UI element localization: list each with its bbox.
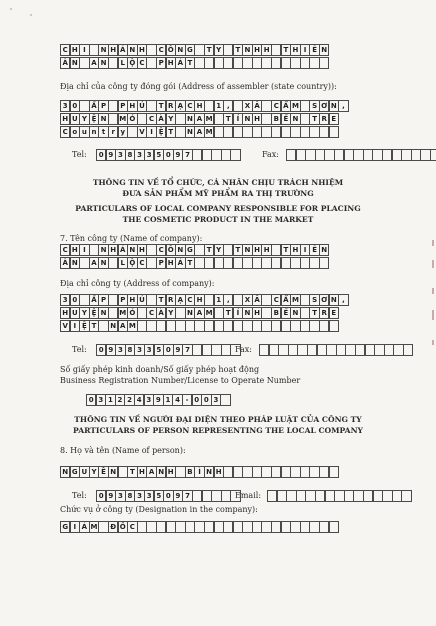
char-cell: E <box>329 307 339 319</box>
char-cell: , <box>338 100 348 112</box>
char-cell: Ệ <box>89 113 99 125</box>
char-cell: N <box>98 257 108 269</box>
char-cell: L <box>118 257 128 269</box>
char-cell: , <box>223 100 233 112</box>
char-cell: H <box>108 244 118 256</box>
char-cell: 5 <box>154 490 164 502</box>
char-cell: 9 <box>106 149 116 161</box>
person-email-label: Email: <box>235 491 262 500</box>
char-cell: M <box>205 309 213 317</box>
company-address-row-2 <box>60 307 338 319</box>
char-cell: T <box>281 44 291 56</box>
char-cell: N <box>127 244 137 256</box>
char-cell: E <box>329 113 339 125</box>
char-cell: B <box>185 466 195 478</box>
company-tel-label: Tel: <box>72 345 87 354</box>
char-cell: G <box>185 244 195 256</box>
char-cell: X <box>242 294 252 306</box>
char-cell: 3 <box>211 394 221 406</box>
char-cell: C <box>271 294 281 306</box>
char-cell: Ơ <box>319 100 329 112</box>
char-cell: N <box>98 57 108 69</box>
company-name-row-1 <box>60 244 329 256</box>
char-cell: N <box>185 113 195 125</box>
char-cell: T <box>223 307 233 319</box>
char-cell: T <box>156 294 166 306</box>
char-cell <box>230 149 240 161</box>
char-cell: 9 <box>173 344 183 356</box>
char-cell: 0 <box>96 490 106 502</box>
char-cell: Y <box>214 244 224 256</box>
char-cell <box>319 257 329 269</box>
char-cell: H <box>252 113 262 125</box>
char-cell: P <box>98 294 108 306</box>
char-cell: Ú <box>137 100 147 112</box>
char-cell: N <box>98 113 108 125</box>
char-cell <box>319 57 329 69</box>
char-cell: Ỉ <box>233 307 243 319</box>
char-cell: T <box>309 113 319 125</box>
char-cell: N <box>127 44 137 56</box>
char-cell: 9 <box>173 149 183 161</box>
char-cell: 5 <box>154 344 164 356</box>
char-cell: 4 <box>134 394 144 406</box>
char-cell: Ấ <box>89 294 99 306</box>
char-cell: t <box>98 126 108 138</box>
char-cell: H <box>290 44 300 56</box>
char-cell: M <box>291 102 299 110</box>
char-cell <box>329 466 339 478</box>
char-cell: 0 <box>163 344 173 356</box>
char-cell: C <box>60 44 70 56</box>
char-cell: X <box>242 100 252 112</box>
assembler-address-label: Địa chỉ của công ty đóng gói (Address of assembler (state country)): <box>60 82 337 91</box>
person-email-field <box>267 490 411 502</box>
char-cell: N <box>290 307 300 319</box>
char-cell: 1 <box>105 394 115 406</box>
char-cell: 1 <box>163 394 173 406</box>
char-cell: Á <box>175 257 185 269</box>
char-cell: P <box>98 100 108 112</box>
char-cell: 8 <box>125 344 135 356</box>
assembler-address-row-1 <box>60 100 348 112</box>
char-cell: N <box>290 113 300 125</box>
char-cell: I <box>300 244 310 256</box>
char-cell: Ì <box>194 466 204 478</box>
char-cell: H <box>252 44 262 56</box>
char-cell: H <box>137 244 147 256</box>
char-cell: Ơ <box>319 294 329 306</box>
company-name-row-2 <box>60 257 329 269</box>
char-cell: N <box>319 44 329 56</box>
char-cell: Ế <box>281 113 291 125</box>
char-cell: N <box>175 244 185 256</box>
person-name-label: 8. Họ và tên (Name of person): <box>60 446 186 455</box>
char-cell: N <box>70 257 80 269</box>
char-cell: u <box>79 126 89 138</box>
char-cell <box>401 490 411 502</box>
char-cell: R <box>319 307 329 319</box>
char-cell: Ễ <box>98 466 108 478</box>
char-cell: U <box>70 113 80 125</box>
char-cell: C <box>146 307 156 319</box>
char-cell: Á <box>175 57 185 69</box>
char-cell: I <box>79 44 89 56</box>
char-cell: Ệ <box>89 307 99 319</box>
char-cell: A <box>146 466 156 478</box>
char-cell: P <box>156 57 166 69</box>
char-cell: H <box>166 257 176 269</box>
char-cell: C <box>156 244 166 256</box>
char-cell: V <box>60 320 70 332</box>
company-address-label: Địa chỉ công ty (Address of company): <box>60 279 215 288</box>
char-cell: Y <box>214 44 224 56</box>
char-cell: Ẩ <box>281 294 291 306</box>
char-cell: , <box>338 294 348 306</box>
company-tel-field <box>96 344 240 356</box>
char-cell <box>329 521 339 533</box>
char-cell: 3 <box>134 490 144 502</box>
char-cell: Ế <box>281 307 291 319</box>
char-cell: N <box>108 466 118 478</box>
char-cell: T <box>309 307 319 319</box>
company-name-label: 7. Tên công ty (Name of company): <box>60 234 203 243</box>
char-cell <box>430 149 436 161</box>
char-cell: I <box>70 320 80 332</box>
license-label-vi: Số giấy phép kinh doanh/Số giấy phép hoạt động <box>60 365 260 374</box>
char-cell: 3 <box>115 344 125 356</box>
char-cell: Ộ <box>127 257 137 269</box>
char-cell: 0 <box>163 149 173 161</box>
char-cell: 1 <box>214 294 224 306</box>
char-cell: Ú <box>137 294 147 306</box>
char-cell: N <box>108 320 118 332</box>
char-cell: C <box>127 521 137 533</box>
char-cell: S <box>309 294 319 306</box>
char-cell: A <box>194 113 204 125</box>
char-cell: C <box>185 294 195 306</box>
company-fax-label: Fax: <box>235 345 252 354</box>
company-address-row-3 <box>60 320 338 332</box>
char-cell: A <box>89 257 99 269</box>
char-cell: I <box>300 44 310 56</box>
char-cell: U <box>79 466 89 478</box>
char-cell: À <box>156 307 166 319</box>
char-cell: 3 <box>60 100 70 112</box>
char-cell: o <box>70 126 80 138</box>
char-cell: Á <box>79 521 89 533</box>
char-cell: 3 <box>134 149 144 161</box>
char-cell: 0 <box>192 394 202 406</box>
char-cell: 3 <box>144 490 154 502</box>
char-cell: H <box>127 294 137 306</box>
char-cell: 0 <box>96 344 106 356</box>
char-cell: H <box>70 44 80 56</box>
char-cell: H <box>137 466 147 478</box>
char-cell: A <box>194 307 204 319</box>
char-cell: S <box>309 100 319 112</box>
assembler-tel-label: Tel: <box>72 150 87 159</box>
char-cell: Y <box>166 307 176 319</box>
char-cell: Ê <box>309 244 319 256</box>
char-cell: Ẩ <box>281 100 291 112</box>
company-address-row-1 <box>60 294 348 306</box>
char-cell: H <box>290 244 300 256</box>
designation-field <box>60 521 338 533</box>
char-cell: I <box>70 521 80 533</box>
char-cell: T <box>185 257 195 269</box>
char-cell: Ã <box>252 294 262 306</box>
char-cell: Đ <box>108 521 118 533</box>
char-cell: H <box>194 100 204 112</box>
char-cell: L <box>118 57 128 69</box>
char-cell: I <box>146 126 156 138</box>
char-cell: Ấ <box>89 100 99 112</box>
license-label-en: Business Registration Number/License to Operate Number <box>60 376 301 385</box>
char-cell: G <box>60 521 70 533</box>
char-cell: H <box>137 44 147 56</box>
char-cell: 3 <box>115 149 125 161</box>
char-cell: 9 <box>173 490 183 502</box>
char-cell: R <box>319 113 329 125</box>
char-cell: Ã <box>252 100 262 112</box>
char-cell: N <box>242 44 252 56</box>
char-cell: M <box>291 296 299 304</box>
char-cell: N <box>98 44 108 56</box>
char-cell: N <box>319 244 329 256</box>
char-cell: H <box>60 307 70 319</box>
char-cell: Ạ <box>175 100 185 112</box>
char-cell: Ệ <box>79 320 89 332</box>
assembler-address-row-2 <box>60 113 338 125</box>
char-cell: 7 <box>182 490 192 502</box>
char-cell: M <box>205 128 213 136</box>
char-cell: r <box>108 126 118 138</box>
char-cell: Ỉ <box>233 113 243 125</box>
char-cell: H <box>127 100 137 112</box>
char-cell <box>329 320 339 332</box>
char-cell: A <box>118 320 128 332</box>
char-cell: T <box>204 244 214 256</box>
scan-dot <box>10 8 12 10</box>
char-cell: T <box>223 113 233 125</box>
char-cell: H <box>252 307 262 319</box>
char-cell: T <box>185 57 195 69</box>
char-cell: H <box>60 113 70 125</box>
char-cell: N <box>242 244 252 256</box>
char-cell: 8 <box>125 149 135 161</box>
char-cell: H <box>261 244 271 256</box>
char-cell: G <box>70 466 80 478</box>
char-cell: N <box>156 466 166 478</box>
char-cell: 0 <box>86 394 96 406</box>
representative-heading-en: PARTICULARS OF PERSON REPRESENTING THE LOCAL COMPANY <box>73 426 363 435</box>
char-cell: C <box>137 257 147 269</box>
char-cell: C <box>185 100 195 112</box>
char-cell: C <box>156 44 166 56</box>
char-cell: 0 <box>163 490 173 502</box>
char-cell: V <box>137 126 147 138</box>
assembler-address-row-3 <box>60 126 338 138</box>
char-cell: R <box>166 294 176 306</box>
char-cell: 3 <box>60 294 70 306</box>
char-cell: 7 <box>182 149 192 161</box>
char-cell: , <box>223 294 233 306</box>
char-cell: Ố <box>118 521 128 533</box>
char-cell: Ô <box>166 244 176 256</box>
char-cell: Ỏ <box>127 307 137 319</box>
char-cell: T <box>166 126 176 138</box>
char-cell: T <box>89 320 99 332</box>
char-cell: 5 <box>154 149 164 161</box>
assembler-name-row-1 <box>60 44 329 56</box>
char-cell: Ô <box>166 44 176 56</box>
char-cell: B <box>271 113 281 125</box>
char-cell: H <box>194 294 204 306</box>
char-cell: y <box>118 126 128 138</box>
scan-dot <box>30 14 32 16</box>
person-name-field <box>60 466 338 478</box>
char-cell: À <box>156 113 166 125</box>
char-cell: 3 <box>144 344 154 356</box>
char-cell: Ê <box>309 44 319 56</box>
char-cell: - <box>182 394 192 406</box>
char-cell: 3 <box>144 394 154 406</box>
person-tel-field <box>96 490 240 502</box>
char-cell: 1 <box>214 100 224 112</box>
char-cell: B <box>271 307 281 319</box>
char-cell: 0 <box>201 394 211 406</box>
char-cell: U <box>70 307 80 319</box>
char-cell: A <box>194 126 204 138</box>
char-cell: H <box>214 466 224 478</box>
char-cell: 2 <box>124 394 134 406</box>
char-cell: N <box>329 294 339 306</box>
char-cell: I <box>79 244 89 256</box>
char-cell: C <box>60 126 70 138</box>
char-cell: 2 <box>115 394 125 406</box>
char-cell: N <box>98 244 108 256</box>
char-cell: N <box>70 57 80 69</box>
char-cell: 4 <box>172 394 182 406</box>
person-tel-label: Tel: <box>72 491 87 500</box>
char-cell: M <box>128 322 136 330</box>
char-cell: n <box>89 126 99 138</box>
char-cell: Â <box>60 257 70 269</box>
char-cell: T <box>204 44 214 56</box>
local-company-heading-vi-1: THÔNG TIN VỀ TỔ CHỨC, CÁ NHÂN CHỊU TRÁCH NHIỆM <box>92 178 344 187</box>
char-cell: H <box>70 244 80 256</box>
char-cell: H <box>166 57 176 69</box>
char-cell: N <box>60 466 70 478</box>
char-cell: T <box>281 244 291 256</box>
char-cell: N <box>98 307 108 319</box>
char-cell: M <box>119 309 127 317</box>
char-cell: T <box>233 44 243 56</box>
char-cell: C <box>60 244 70 256</box>
assembler-fax-field <box>286 149 436 161</box>
char-cell: P <box>118 100 128 112</box>
char-cell: C <box>137 57 147 69</box>
char-cell: 9 <box>106 344 116 356</box>
char-cell: Á <box>118 244 128 256</box>
license-number-field <box>86 394 230 406</box>
char-cell: Y <box>79 307 89 319</box>
char-cell: P <box>156 257 166 269</box>
char-cell: N <box>242 113 252 125</box>
char-cell: M <box>119 115 127 123</box>
char-cell: 7 <box>182 344 192 356</box>
char-cell: 3 <box>144 149 154 161</box>
char-cell <box>220 394 230 406</box>
char-cell: M <box>90 523 98 531</box>
char-cell: 3 <box>134 344 144 356</box>
char-cell: 8 <box>125 490 135 502</box>
char-cell: T <box>233 244 243 256</box>
char-cell: 0 <box>96 149 106 161</box>
char-cell: 9 <box>153 394 163 406</box>
char-cell: A <box>89 57 99 69</box>
char-cell: Ộ <box>127 57 137 69</box>
char-cell: Ạ <box>175 294 185 306</box>
char-cell: 9 <box>106 490 116 502</box>
char-cell <box>403 344 413 356</box>
char-cell: Y <box>166 113 176 125</box>
char-cell: N <box>329 100 339 112</box>
char-cell: T <box>156 100 166 112</box>
char-cell: H <box>108 44 118 56</box>
char-cell: R <box>166 100 176 112</box>
char-cell: 0 <box>70 294 80 306</box>
assembler-name-row-2 <box>60 57 329 69</box>
char-cell: N <box>242 307 252 319</box>
local-company-heading-vi-2: ĐƯA SẢN PHẨM MỸ PHẨM RA THỊ TRƯỜNG <box>122 189 314 198</box>
scan-edge-marks <box>428 240 434 360</box>
local-company-heading-en-1: PARTICULARS OF LOCAL COMPANY RESPONSIBLE FOR PLACING <box>75 204 361 213</box>
char-cell: C <box>146 113 156 125</box>
char-cell: Ệ <box>156 126 166 138</box>
char-cell: C <box>271 100 281 112</box>
char-cell: N <box>175 44 185 56</box>
char-cell: Â <box>60 57 70 69</box>
assembler-tel-field <box>96 149 240 161</box>
char-cell: Á <box>118 44 128 56</box>
designation-label: Chức vụ ở công ty (Designation in the company): <box>60 505 258 514</box>
char-cell: H <box>166 466 176 478</box>
char-cell: T <box>127 466 137 478</box>
char-cell: 3 <box>115 490 125 502</box>
company-fax-field <box>259 344 413 356</box>
char-cell: Y <box>79 113 89 125</box>
char-cell: 3 <box>96 394 106 406</box>
representative-heading-vi: THÔNG TIN VỀ NGƯỜI ĐẠI DIỆN THEO PHÁP LUẬT CỦA CÔNG TY <box>74 415 362 424</box>
char-cell: 0 <box>70 100 80 112</box>
char-cell: Ỏ <box>127 113 137 125</box>
char-cell: H <box>252 244 262 256</box>
char-cell: Y <box>89 466 99 478</box>
char-cell: N <box>185 126 195 138</box>
char-cell <box>329 126 339 138</box>
char-cell: N <box>185 307 195 319</box>
char-cell: H <box>261 44 271 56</box>
char-cell: N <box>204 466 214 478</box>
char-cell: P <box>118 294 128 306</box>
char-cell: G <box>185 44 195 56</box>
local-company-heading-en-2: THE COSMETIC PRODUCT IN THE MARKET <box>122 215 314 224</box>
char-cell: M <box>205 115 213 123</box>
assembler-fax-label: Fax: <box>262 150 279 159</box>
